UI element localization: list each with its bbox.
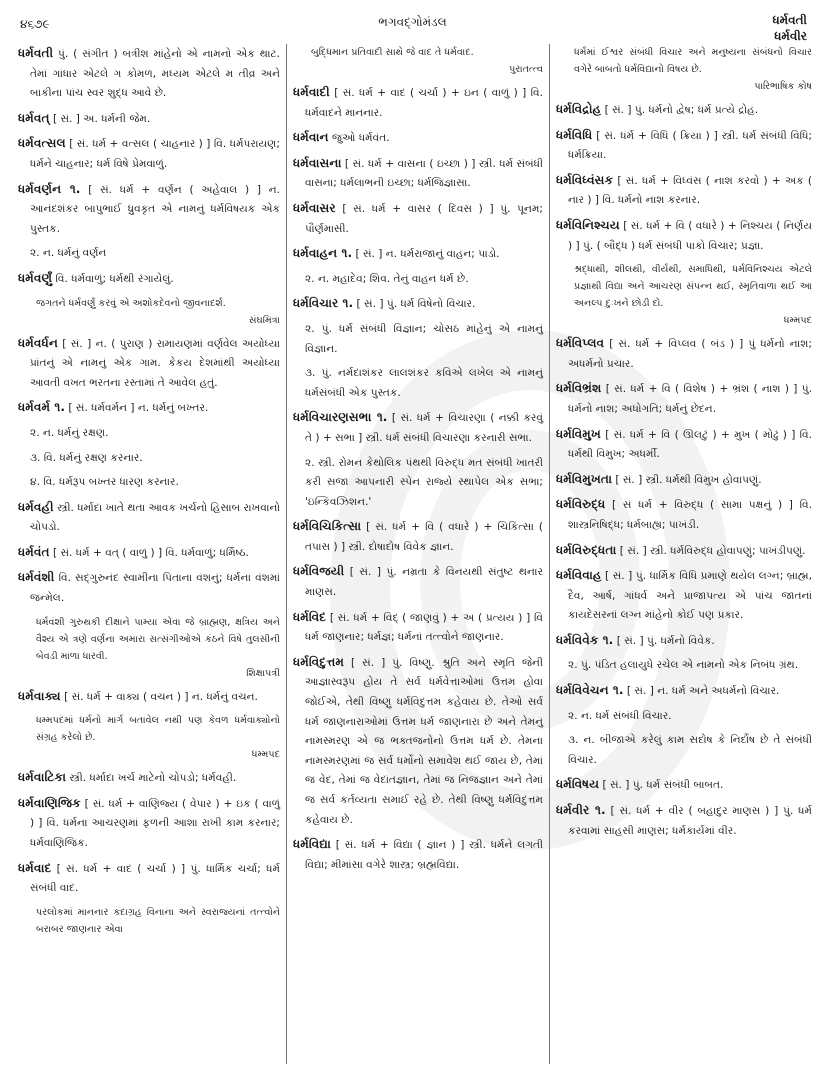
- usage-quote: [18, 904, 280, 938]
- dictionary-entry: [556, 631, 812, 652]
- headword: ધર્મવર્ણું: [18, 270, 53, 285]
- dictionary-entry: [293, 83, 543, 123]
- definition: [ સં. ધર્મવર્મન ] ન. ધર્મનું બખ્તર.: [68, 402, 209, 415]
- page-header: [0, 0, 825, 42]
- definition: [ સં. ધર્મ + વર્ણન ( અહેવાલ ) ] ન. આનંદશંકર બાપુભાઈ ધ્રુવકૃત એ નામનું ધર્મવિષયક એક પુસ્તક.: [30, 183, 281, 235]
- continued-quote: [556, 44, 812, 95]
- definition: [ સં. ધર્મ + વિચારણા ( નક્કી કરવું તે ) + સભા ] સ્ત્રી. ધર્મ સંબંધી વિચારણા કરનારી સભા.: [305, 412, 543, 444]
- definition: [ સં. ] પું. નમ્રતા કે વિનયથી સંતુષ્ટ થનાર માણસ.: [305, 566, 543, 599]
- guide-word-first: ધર્મવતી: [772, 13, 807, 27]
- sub-sense: [18, 449, 280, 469]
- column-2: [287, 44, 550, 1064]
- dictionary-entry: [556, 566, 812, 626]
- definition: [ સં. ધર્મ + વિદ્યા ( જ્ઞાન ) ] સ્ત્રી. ધર્મને લગતી વિદ્યા; મીમાંસા વગેરે શાસ્ત્ર; બ્રહ્મવિદ્યા.: [305, 839, 543, 871]
- quote-source: ધમ્મપદ: [783, 315, 812, 327]
- headword: ધર્મવિચિકિત્સા: [293, 519, 362, 534]
- dictionary-entry: [18, 568, 280, 608]
- quote-text: ધર્મમાં ઈશ્વર સંબંધી વિચાર અને મનુષ્યના સંબંધનો વિચાર વગેરે બાબતો ધર્મવિદ્યાનો વિષય છે.: [574, 47, 812, 75]
- headword: ધર્મવાદી: [293, 85, 330, 99]
- definition: [ સં. ધર્મ + વીર ( બહાદુર માણસ ) ] પું. ધર્મ કરવામાં સાહસી માણસ; ધર્મકાર્યમાં વીર.: [568, 805, 812, 837]
- quote-text: પરલોકમાં માનનાર કદાગ્રહ વિનાના અને સ્વરાજ્યનાં તત્ત્વોને બરાબર જાણનાર એવા: [36, 906, 280, 935]
- dictionary-entry: [293, 199, 543, 239]
- headword: ધર્મવિદ્યા: [293, 837, 331, 852]
- page-number: ૪૬૭૯: [20, 17, 50, 31]
- headword: ધર્મવિપ્લવ: [556, 336, 605, 351]
- dictionary-entry: [18, 269, 280, 290]
- definition: [ સં. ] પું. ધર્મ વિષેનો વિચાર.: [356, 298, 476, 311]
- sub-sense: [293, 270, 543, 290]
- usage-quote: [18, 295, 280, 329]
- definition: [ સં. ધર્મ + વાક્ય ( વચન ) ] ન. ધર્મનું વચન.: [64, 690, 258, 703]
- guide-words: [772, 12, 807, 44]
- quote-source: પુરાતત્ત્વ: [509, 64, 543, 75]
- definition: પું. ( સંગીત ) બત્રીશ માંહેનો એ નામનો એક થાટ. તેમાં ગાંધાર એટલે ગ કોમળ, મધ્યમ એટલે મ તીવ્ર અને બાકીના પાંચ સ્વર શુદ્ધ આવે છે.: [30, 48, 280, 100]
- dictionary-entry: [293, 517, 543, 557]
- quote-text: ધર્મવંશી ગુરુથકી દીક્ષાને પામ્યા એવા જે બ્રાહ્મણ, ક્ષત્રિય અને વૈશ્ય એ ત્રણે વર્ણના અમારા સત્સંગીઓએ કંઠને વિષે તુલસીની બેવડી માળા ધારવી.: [36, 616, 280, 662]
- definition: [ સં. ] ન. ધર્મ અને અધર્મનો વિચાર.: [626, 685, 780, 698]
- definition: [ સં. ] ન. ( પુરાણ ) રામાયણમાં વર્ણવેલ અયોધ્યા પ્રાંતનું એ નામનું એક ગામ. કેકય દેશમાંથી અયોધ્યા આવતી વખત ભરતના રસ્તામાં તે આવેલ હતું.: [30, 337, 280, 389]
- definition: [ સં. ધર્મ + વાસના ( ઇચ્છા ) ] સ્ત્રી. ધર્મ સંબંધી વાસના; ધર્મલાભની ઇચ્છા; ધર્મજિજ્ઞાસા.: [305, 157, 543, 190]
- headword: ધર્મવિનિશ્ચય: [556, 217, 620, 232]
- headword: ધર્મવાદ: [18, 860, 52, 875]
- sub-sense: [293, 320, 543, 359]
- dictionary-entry: [556, 216, 812, 256]
- sub-sense: [556, 656, 812, 676]
- dictionary-entry: [18, 398, 280, 419]
- definition: [ સં. ] ન. ધર્મરાજાનું વાહન; પાડો.: [355, 248, 500, 261]
- definition: સ્ત્રી. ધર્માદા ખાતે થતા આવક ખર્ચનો હિસાબ રાખવાનો ચોપડો.: [30, 501, 280, 534]
- dictionary-entry: [18, 859, 280, 899]
- definition: જુઓ ધર્મવંત.: [331, 132, 390, 145]
- definition: [ સં. ધર્મ + વત્ ( વાળું ) ] વિ. ધર્મવાળું; ધર્મિષ્ઠ.: [52, 546, 249, 559]
- headword: ધર્મવહી: [18, 499, 54, 514]
- headword: ધર્મવિમુખ: [556, 426, 601, 441]
- quote-text: બુદ્ધિમાન પ્રતિવાદી સાથે જે વાદ તે ધર્મવાદ.: [311, 47, 474, 58]
- definition: વિ. સદ્ગુરુનંદ સ્વામીના પિતાના વંશનું; ધર્મના વંશમાં જન્મેલ.: [30, 572, 280, 605]
- headword: ધર્મવિમુખતા: [556, 471, 612, 486]
- quote-source: શિક્ષાપત્રી: [246, 667, 280, 679]
- headword: ધર્મવિજયી: [293, 564, 345, 579]
- sub-sense: [18, 244, 280, 264]
- usage-quote: [556, 261, 812, 329]
- dictionary-entry: [18, 794, 280, 854]
- headword: ધર્મવિભ્રંશ: [556, 381, 602, 396]
- definition: [ સં. ધર્મ + વિધ્વંસ ( નાશ કરવો ) + અક ( નાર ) ] વિ. ધર્મનો નાશ કરનાર.: [568, 174, 812, 207]
- usage-quote: [18, 712, 280, 763]
- definition: [ સં. ] સ્ત્રી. ધર્મવિરુદ્ધ હોવાપણું; પાખંડીપણું.: [619, 544, 806, 557]
- dictionary-entry: [18, 44, 280, 104]
- dictionary-entry: [293, 653, 543, 830]
- definition: [ સં ધર્મ + વિરુદ્ધ ( સામા પક્ષનું ) ] વિ. શાસ્ત્રનિષિદ્ધ; ધર્મબાહ્ય; પાખંડી.: [568, 499, 812, 531]
- sense-text: ૨. ન. ધર્મનું વર્ણન: [30, 247, 107, 260]
- column-1: [12, 44, 287, 1064]
- definition: [ સં. ] પું. વિષ્ણુ. શ્રુતિ અને સ્મૃતિ જેની આજ્ઞાસ્વરૂપ હોય તે સર્વ ધર્મવેત્તાઓમાં ઉત્તમ હોવા જોઈએ, તેથી વિષ્ણુ ધર્મવિદુત્તમ કહેવાય છે. તેઓ સર્વ ધર્મ જાણનારાઓમાં ઉત્તમ ધર્મ જાણનારા છે અને તેમનું નામસ્મરણ એ જ ભક્તજનોનો ઉત્તમ ધર્મ છે. તેમના નામસ્મરણમાં જ સર્વ ધર્મોનો સમાવેશ થઈ જાય છે, તેમાં જ વેદ, તેમાં જ વેદાંતજ્ઞાન, તેમાં જ નિજજ્ઞાન અને તેમાં જ સર્વ કર્તવ્યતા સમાઈ રહે છે. તેથી વિષ્ણુ ધર્મવિદુત્તમ કહેવાય છે.: [305, 656, 543, 826]
- definition: [ સં. ધર્મ + વિ ( ઊલટું ) + મુખ ( મોઢું ) ] વિ. ધર્મથી વિમુખ; અધર્મી.: [568, 428, 813, 461]
- dictionary-columns: [12, 44, 818, 1064]
- dictionary-entry: [556, 775, 812, 796]
- headword: ધર્મવિધિ: [556, 127, 593, 142]
- dictionary-entry: [556, 470, 812, 491]
- sense-text: ૪. વિ. ધર્મરૂપ બખ્તર ધારણ કરનાર.: [30, 476, 179, 489]
- definition: [ સં. ધર્મ + વાણિજ્ય ( વેપાર ) + ઇક ( વાળું ) ] વિ. ધર્મના આચરણમાં ફળની આશા રાખી કામ કરનાર; ધર્મવાણિજિક.: [30, 797, 280, 850]
- dictionary-entry: [293, 835, 543, 875]
- definition: [ સં. ] પું. ધર્મનો દ્વેષ; ધર્મ પ્રત્યે દ્રોહ.: [604, 104, 759, 116]
- column-3: [550, 44, 818, 1064]
- sense-text: ૨. ન. મહાદેવ; શિવ. તેનું વાહન ધર્મ છે.: [305, 272, 469, 285]
- sub-sense: [18, 473, 280, 493]
- headword: ધર્મવાસર: [293, 200, 336, 215]
- headword: ધર્મવિદુત્તમ: [293, 654, 344, 669]
- guide-word-last: ધર્મવીર: [774, 29, 807, 43]
- dictionary-entry: [18, 498, 280, 538]
- sense-text: ૨. ન. ધર્મ સંબંધી વિચાર.: [568, 709, 672, 722]
- headword: ધર્મવર્ધન: [18, 335, 58, 350]
- definition: [ સં. ] સ્ત્રી. ધર્મથી વિમુખ હોવાપણું.: [615, 473, 762, 486]
- headword: ધર્મવિરુદ્ધતા: [556, 542, 617, 557]
- dictionary-entry: [556, 334, 812, 374]
- definition: [ સં. ] પું. ધર્મનો વિવેક.: [616, 634, 715, 647]
- headword: ધર્મવિવેચન ૧.: [556, 683, 624, 698]
- dictionary-entry: [556, 801, 812, 841]
- dictionary-entry: [18, 109, 280, 130]
- dictionary-entry: [18, 180, 280, 240]
- dictionary-entry: [556, 126, 812, 166]
- definition: [ સં. ] પું. ધાર્મિક વિધિ પ્રમાણે થયેલ લગ્ન; બ્રાહ્મ, દૈવ, આર્ષ, ગાંધર્વ અને પ્રાજાપત્ય એ પાંચ જાતનાં કાયદેસરનાં લગ્ન માંહેનો કોઈ પણ પ્રકાર.: [568, 570, 813, 622]
- dictionary-entry: [556, 495, 812, 535]
- headword: ધર્મવત્સલ: [18, 136, 66, 151]
- sub-sense: [556, 731, 812, 770]
- headword: ધર્મવાહન ૧.: [293, 246, 353, 261]
- quote-source: પારિભાષિક કોષ: [754, 81, 812, 92]
- headword: ધર્મવિચાર ૧.: [293, 296, 354, 311]
- sense-text: ૨. પું. ધર્મ સંબંધી વિજ્ઞાન; ચોસઠ માંહેનું એ નામનું વિજ્ઞાન.: [305, 322, 543, 355]
- dictionary-entry: [18, 687, 280, 708]
- headword: ધર્મવાસના: [293, 155, 342, 170]
- dictionary-entry: [556, 425, 812, 465]
- definition: [ સં. ધર્મ + વાસર ( દિવસ ) ] પું. પૂનમ; પૌર્ણમાસી.: [305, 202, 543, 235]
- sense-text: ૨. ન. ધર્મનું રક્ષણ.: [30, 426, 109, 439]
- sense-text: ૨. સ્ત્રી. રોમન કેથોલિક પંથથી વિરુદ્ધ મત સંબંધી ખાતરી કરી સજા આપનારી સ્પેન રાજ્યે સ્થાપેલ એક સભા; 'ઇન્કિવઝિશન.': [305, 456, 543, 508]
- book-title: ભગવદ્ગોમંડલ: [378, 15, 447, 29]
- sub-sense: [18, 424, 280, 444]
- headword: ધર્મવંત: [18, 544, 50, 559]
- definition: [ સં. ધર્મ + વત્સલ ( ચાહનાર ) ] વિ. ધર્મપરાયણ; ધર્મને ચાહનાર; ધર્મ વિષે પ્રેમવાળું.: [30, 138, 280, 170]
- dictionary-entry: [293, 608, 543, 648]
- dictionary-entry: [293, 294, 543, 315]
- dictionary-entry: [18, 768, 280, 789]
- sub-sense: [293, 364, 543, 403]
- dictionary-entry: [556, 100, 812, 121]
- headword: ધર્મવિદ: [293, 609, 327, 624]
- headword: ધર્મવીર ૧.: [556, 803, 606, 818]
- definition: [ સં. ] અ. ધર્મની જેમ.: [52, 112, 151, 125]
- definition: [ સં. ધર્મ + વિ ( વિશેષ ) + ભ્રંશ ( નાશ ) ] પું. ધર્મનો નાશ; અધોગતિ; ધર્મનું છેદન.: [568, 383, 812, 415]
- dictionary-entry: [556, 171, 812, 211]
- headword: ધર્મવત્: [18, 110, 50, 125]
- sub-sense: [293, 454, 543, 513]
- definition: [ સં. ધર્મ + વિપ્લવ ( બંડ ) ] પું ધર્મનો નાશ; અધર્મનો પ્રચાર.: [568, 338, 812, 370]
- usage-quote: [18, 614, 280, 682]
- dictionary-entry: [556, 681, 812, 702]
- quote-text: શ્રદ્ધાથી, શીલથી, વીર્યથી, સમાધિથી, ધર્મવિનિશ્ચય એટલે પ્રજ્ઞાથી વિદ્યા અને આચરણ સંપન્ન થઈ, સ્મૃતિવાળા થઈ આ અનલ્પ દુઃખને છોડી દો.: [574, 264, 812, 310]
- sense-text: ૩. પું. નર્મદાશંકર લાલશંકર કવિએ લખેલ એ નામનું ધર્મસંબંધી એક પુસ્તક.: [305, 367, 543, 399]
- definition: [ સં. ધર્મ + વિદ્ ( જાણવું ) + અ ( પ્રત્યય ) ] વિ ધર્મ જાણનાર; ધર્મજ્ઞ; ધર્મનાં તત્ત્વોને જાણનાર.: [305, 611, 543, 644]
- headword: ધર્મવાટિકા: [18, 770, 66, 785]
- definition: વિ. ધર્મવાળું; ધર્મથી રંગાયેલું.: [55, 272, 174, 285]
- dictionary-entry: [18, 543, 280, 564]
- dictionary-entry: [293, 562, 543, 602]
- headword: ધર્મવિવેક ૧.: [556, 632, 614, 647]
- headword: ધર્મવિધ્વંસક: [556, 172, 614, 187]
- headword: ધર્મવિદ્રોહ: [556, 102, 602, 116]
- definition: [ સં. ] પું. ધર્મ સંબંધી બાબત.: [602, 779, 724, 792]
- definition: [ સં. ધર્મ + વાદ ( ચર્ચા ) ] પું. ધાર્મિક ચર્ચા; ધર્મ સંબંધી વાદ.: [30, 862, 280, 895]
- definition: [ સં. ધર્મ + વિધિ ( ક્રિયા ) ] સ્ત્રી. ધર્મ સંબંધી વિધિ; ધર્મક્રિયા.: [568, 129, 812, 162]
- headword: ધર્મવિવાહ: [556, 568, 602, 583]
- dictionary-entry: [18, 334, 280, 394]
- definition: [ સં. ધર્મ + વિ ( વધારે ) + નિશ્ચય ( નિર્ણય ) ] પું. ( બૌદ્ધ ) ધર્મ સંબંધી પાકો વિચાર; પ્રજ્ઞા.: [568, 219, 812, 252]
- definition: [ સં. ધર્મ + વિ ( વધારે ) + ચિકિત્સા ( તપાસ ) ] સ્ત્રી. દોષાદોષ વિવેક જ્ઞાન.: [305, 521, 543, 553]
- continued-quote: [293, 44, 543, 78]
- dictionary-entry: [293, 408, 543, 448]
- sub-sense: [556, 707, 812, 727]
- headword: ધર્મવાક્ય: [18, 688, 61, 703]
- sense-text: ૩. વિ. ધર્મનું રક્ષણ કરનાર.: [30, 451, 143, 464]
- headword: ધર્મવંશી: [18, 570, 55, 585]
- quote-source: ધમ્મપદ: [251, 749, 280, 761]
- dictionary-entry: [556, 541, 812, 562]
- dictionary-entry: [293, 244, 543, 265]
- headword: ધર્મવાન: [293, 130, 329, 145]
- headword: ધર્મવિચારણસભા ૧.: [293, 410, 388, 425]
- dictionary-entry: [293, 154, 543, 194]
- quote-text: ધમ્મપદમાં ધર્મનો માર્ગ બતાવેલ નથી પણ કેવળ ધર્મવાક્યોનો સંગ્રહ કરેલો છે.: [36, 715, 280, 744]
- headword: ધર્મવાણિજિક: [18, 795, 81, 810]
- headword: ધર્મવિરુદ્ધ: [556, 497, 606, 512]
- dictionary-entry: [556, 379, 812, 419]
- quote-text: જગતને ધર્મવર્ણું કરવું એ અશોકદેવનો જીવનાદર્શ.: [36, 297, 226, 309]
- quote-source: સંઘમિત્રા: [248, 314, 280, 326]
- sense-text: ૩. ન. બીજાએ કરેલું કામ સદોષ કે નિર્દોષ છે તે સંબંધી વિચાર.: [568, 734, 812, 766]
- definition: [ સં. ધર્મ + વાદ ( ચર્ચા ) + ઇન ( વાળું ) ] વિ. ધર્મવાદને માનનાર.: [305, 87, 543, 119]
- headword: ધર્મવતી: [18, 46, 54, 60]
- dictionary-entry: [293, 128, 543, 149]
- headword: ધર્મવર્મ ૧.: [18, 400, 65, 415]
- headword: ધર્મવિષય: [556, 777, 600, 792]
- headword: ધર્મવર્ણન ૧.: [18, 181, 81, 196]
- sense-text: ૨. પું. પંડિત હલાયુધે રચેલ એ નામનો એક નિબંધ ગ્રંથ.: [568, 659, 799, 672]
- dictionary-entry: [18, 134, 280, 174]
- definition: સ્ત્રી. ધર્માદા ખર્ચ માટેનો ચોપડો; ધર્મવહી.: [69, 772, 237, 785]
